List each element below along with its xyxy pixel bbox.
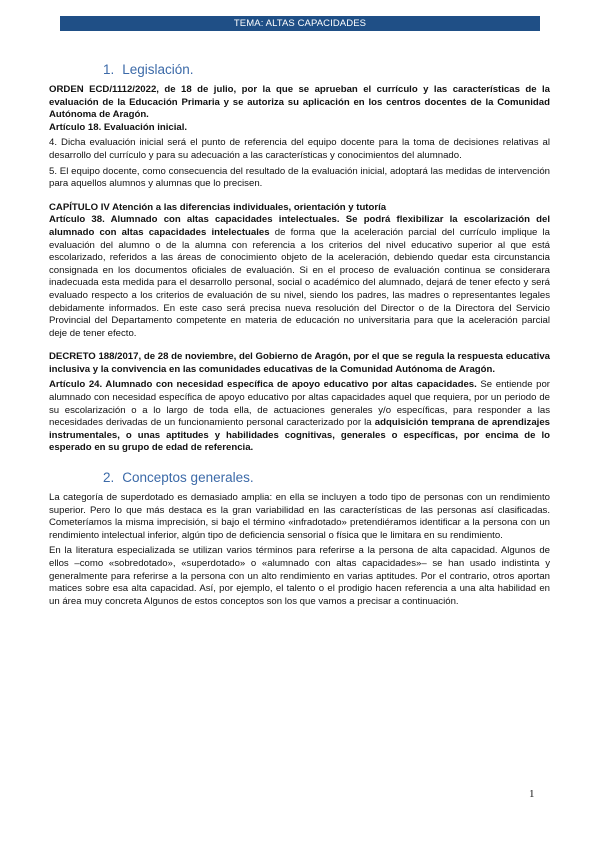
article-18-title-text: Artículo 18. Evaluación inicial. (49, 121, 188, 133)
section-heading-legislacion (49, 62, 550, 78)
article-38-body: de forma que la aceleración parcial del currículo implique la evaluación del alumno o de la alumna con referencia a los criterios del nivel educativo superior al que está escolarizado, referidos a las áreas de conocimiento objeto de la aceleración, debiendo quedar esta circunstancia consignada en los documentos oficiales de evaluación. Si en el proceso de evaluación continua se considerara inadecuada esta medida para el desarrollo personal, social o académico del alumnado, dejará de tener efecto y será evaluado respecto a los criterios de evaluación de su nivel, siendo los padres, las madres o representantes legales debidamente informados. En este caso será precisa nueva resolución del Director o de la Directora del Servicio Provincial del Departamento competente en materia de educación no universitaria para que la aceleración parcial deje de tener efecto. (49, 226, 550, 339)
article-38-heading: Artículo 38. Alumnado con altas capacidades intelectuales. (49, 214, 340, 226)
spacer (49, 191, 550, 202)
article-18-title (49, 122, 550, 135)
section-number: 2. (103, 470, 115, 486)
paragraph-4: 4. Dicha evaluación inicial será el punto de referencia del equipo docente para la toma de decisiones relativas al desarrollo del currículo y para su adecuación a las características y conocimientos del alumnado. (49, 137, 550, 161)
page-content (49, 62, 550, 608)
page-number: 1 (529, 788, 535, 800)
section-title: Conceptos generales. (122, 470, 254, 486)
spacer (49, 340, 550, 351)
conceptos-paragraph-2: En la literatura especializada se utilizan varios términos para referirse a la persona de alta capacidad. Algunos de ellos –como «sobredotado», «superdotado» o «alumnado con altas capacidades»– se han usado indistinta y generalmente para referirse a la persona con un alto rendimiento en varias aptitudes. Por el contrario, otros aportan matices sobre esa alta capacidad. Así, por ejemplo, el talento o el prodigio hacen referencia a una alta habilidad en un área muy concreta Algunos de estos conceptos son los que vamos a precisar a continuación. (49, 545, 550, 607)
section-heading-conceptos (49, 470, 550, 486)
orden-title-text: ORDEN ECD/1112/2022, de 18 de julio, por la que se aprueban el currículo y las características de la evaluación de la Educación Primaria y se autoriza su aplicación en los centros docentes de la Comunidad Autónoma de Aragón. (49, 84, 550, 121)
article-38 (49, 214, 550, 340)
paragraph-5: 5. El equipo docente, como consecuencia del resultado de la evaluación inicial, adoptará las medidas de intervención para aquellos alumnos y alumnas que lo precisen. (49, 165, 550, 190)
capitulo-iv-title-text: CAPÍTULO IV Atención a las diferencias individuales, orientación y tutoría (49, 201, 387, 213)
section-number: 1. (103, 62, 115, 77)
decreto-title (49, 351, 550, 376)
conceptos-paragraph-1: La categoría de superdotado es demasiado amplia: en ella se incluyen a todo tipo de personas con un rendimiento superior. Pero lo que más destaca es la gran variabilidad en las características de las personas así clasificadas. Cometeríamos la misma imprecisión, si bajo el término «infradotado» pretendiéramos identificar a la persona con un rendimiento intelectual inferior, algún tipo de deficiencia sensorial o física que le limitara en su rendimiento. (49, 492, 550, 541)
article-24-heading: Artículo 24. Alumnado con necesidad específica de apoyo educativo por altas capacidades. (49, 379, 477, 391)
article-24 (49, 379, 550, 455)
article-24-bold-end: adquisición temprana de aprendizajes instrumentales, o unas aptitudes y habilidades cognitivas, generales o específicas, por encima de lo esperado en su grupo de edad de referencia. (49, 417, 550, 454)
orden-title (49, 84, 550, 122)
section-title: Legislación. (122, 62, 194, 77)
capitulo-iv-title (49, 202, 550, 215)
spacer (49, 455, 550, 470)
topic-banner: TEMA: ALTAS CAPACIDADES (60, 16, 540, 31)
article-38-bold-sentence: Se podrá flexibilizar la escolarización del alumnado con altas capacidades intelectuales (49, 214, 550, 238)
article-24-body: Se entiende por alumnado con necesidad específica de apoyo educativo por altas capacidades aquel que requiera, por un periodo de su escolarización o a lo largo de toda ella, de actuaciones generales y/o específicas, para responder a las necesidades derivadas de un funcionamiento personal caracterizado por la (49, 379, 550, 429)
decreto-title-text: DECRETO 188/2017, de 28 de noviembre, del Gobierno de Aragón, por el que se regula la respuesta educativa inclusiva y la convivencia en las comunidades educativas de la Comunidad Autónoma de Aragón. (49, 351, 550, 375)
